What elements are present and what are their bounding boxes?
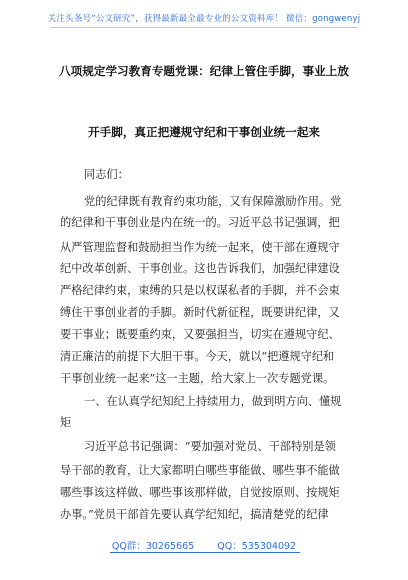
body-line: 办事。”党员干部首先要认真学纪知纪，搞清楚党的纪律	[60, 508, 329, 521]
body-line: 哪些事该这样做、哪些事该那样做，自觉按原则、按规矩	[60, 486, 340, 499]
body-line: 缚住干事创业者的手脚。新时代新征程，既要讲纪律，又	[60, 306, 340, 319]
document-title-line-1: 八项规定学习教育专题党课：纪律上管住手脚，事业上放	[59, 64, 349, 78]
footer-qq-group: QQ群：30265665	[111, 541, 195, 552]
footer-qq-number: QQ：535304092	[217, 541, 297, 552]
body-line: 导干部的教育，让大家都明白哪些事能做、哪些事不能做	[60, 464, 340, 477]
body-line: 同志们：	[84, 168, 129, 181]
footer-contact	[0, 538, 408, 552]
body-line: 一、在认真学纪知纪上持续用力，做到明方向、懂规	[84, 395, 342, 408]
body-line: 要干事业；既要重约束，又要强担当，切实在遵规守纪、	[60, 328, 340, 341]
body-line: 干事创业统一起来”这一主题，给大家上一次专题党课。	[60, 372, 335, 385]
footer-underline	[110, 552, 300, 553]
body-line: 严格纪律约束，束缚的只是以权谋私者的手脚，并不会束	[60, 284, 340, 297]
body-line: 纪中改革创新、干事创业。这也告诉我们，加强纪律建设	[60, 262, 340, 275]
top-notice-banner: 关注头条号“公文研究”，获得最新最全最专业的公文资料库！ 微信：gongwenyj	[47, 14, 361, 24]
header-divider	[50, 27, 358, 28]
body-line: 的纪律和干事创业是内在统一的。习近平总书记强调，把	[60, 216, 340, 229]
document-title-line-2: 开手脚，真正把遵规守纪和干事创业统一起来	[88, 125, 320, 139]
body-line: 习近平总书记强调：“要加强对党员、干部特别是领	[84, 440, 336, 453]
body-line: 清正廉洁的前提下大胆干事。今天，就以“把遵规守纪和	[60, 350, 335, 363]
body-line: 从严管理监督和鼓励担当作为统一起来，使干部在遵规守	[60, 241, 340, 254]
body-line: 矩	[60, 416, 72, 429]
body-line: 党的纪律既有教育约束功能，又有保障激励作用。党	[84, 195, 342, 208]
